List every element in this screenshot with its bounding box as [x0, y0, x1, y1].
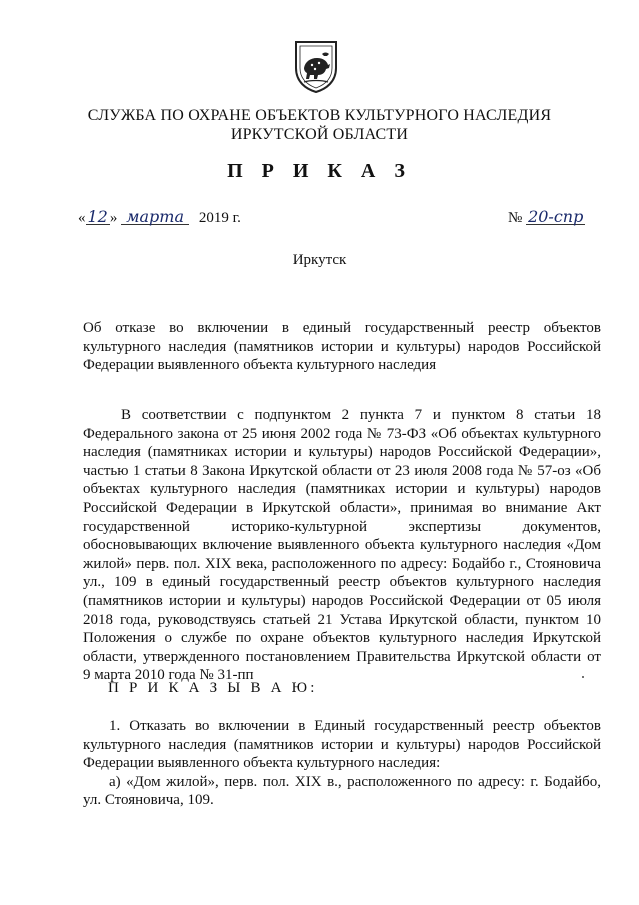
- order-subject: [83, 319, 601, 375]
- scan-speck: [582, 676, 584, 678]
- order-number-prefix: №: [508, 210, 523, 226]
- date-day: 12: [87, 207, 108, 226]
- preamble: [83, 406, 601, 685]
- item-line: 1. Отказать во включении в Единый государственный реестр объектов: [109, 718, 601, 734]
- agency-name-line2: ИРКУТСКОЙ ОБЛАСТИ: [230, 126, 409, 143]
- preamble-line: государственной историко-культурной экспертизы документов,: [83, 518, 601, 535]
- date-close-quote: »: [109, 210, 118, 226]
- document-type-title: П Р И К А З: [227, 160, 412, 182]
- date-year: 2019 г.: [198, 210, 241, 226]
- preamble-line: 2018 года, руководствуясь статьей 21 Устава Иркутской области, пунктом 10: [83, 611, 601, 628]
- order-number: [508, 207, 585, 227]
- preamble-line: обосновывающих включение выявленного объекта культурного наследия «Дом: [83, 537, 601, 554]
- preamble-line: жилой» перв. пол. XIX века, расположенного по адресу: Бодайбо г., Стояновича: [83, 555, 601, 572]
- preamble-line: ул., 109 в единый государственный реестр объектов культурного наследия: [83, 574, 601, 591]
- preamble-line: Российской Федерации в Иркутской области», принимая во внимание Акт: [83, 499, 601, 516]
- subject-line: Об отказе во включении в единый государственный реестр объектов: [83, 320, 601, 336]
- date-month: марта: [121, 210, 189, 225]
- preamble-line: (памятников истории и культуры) народов Российской Федерации от 05 июля: [83, 592, 601, 609]
- coat-of-arms-icon: [292, 38, 340, 94]
- preamble-line: области, утвержденного постановлением Правительства Иркутской области от: [83, 648, 601, 665]
- date-open-quote: «: [78, 210, 86, 226]
- item-line: Федерации выявленного объекта культурного наследия:: [83, 755, 441, 772]
- order-word: П Р И К А З Ы В А Ю:: [108, 680, 318, 696]
- order-date: [78, 207, 241, 227]
- agency-name-line1: СЛУЖБА ПО ОХРАНЕ ОБЪЕКТОВ КУЛЬТУРНОГО НАСЛЕДИЯ: [87, 107, 552, 124]
- preamble-line: частью 1 статьи 8 Закона Иркутской области от 23 июля 2008 года № 57-оз «Об: [83, 462, 601, 479]
- subject-line: культурного наследия (памятников истории и культуры) народов Российской: [83, 338, 601, 355]
- order-number-value: 20-спр: [528, 207, 584, 226]
- item-line: а) «Дом жилой», перв. пол. XIX в., расположенного по адресу: г. Бодайбо,: [109, 773, 601, 790]
- order-items: [83, 717, 601, 810]
- subject-line: Федерации выявленного объекта культурного наследия: [83, 357, 437, 373]
- preamble-line: Положения о службе по охране объектов культурного наследия Иркутской: [83, 630, 601, 647]
- preamble-line: 9 марта 2010 года № 31-пп: [83, 667, 254, 684]
- preamble-line: наследия (памятниках истории и культуры) народов Российской Федерации»,: [83, 444, 601, 461]
- item-line: культурного наследия (памятников истории и культуры) народов Российской: [83, 736, 601, 753]
- city: Иркутск: [292, 252, 347, 268]
- preamble-line: В соответствии с подпунктом 2 пункта 7 и пунктом 8 статьи 18: [121, 407, 601, 423]
- preamble-line: объектах культурного наследия (памятниках истории и культуры) народов: [83, 481, 601, 498]
- preamble-line: Федерального закона от 25 июня 2002 года № 73-ФЗ «Об объектах культурного: [83, 425, 601, 442]
- item-line: ул. Стояновича, 109.: [83, 792, 214, 809]
